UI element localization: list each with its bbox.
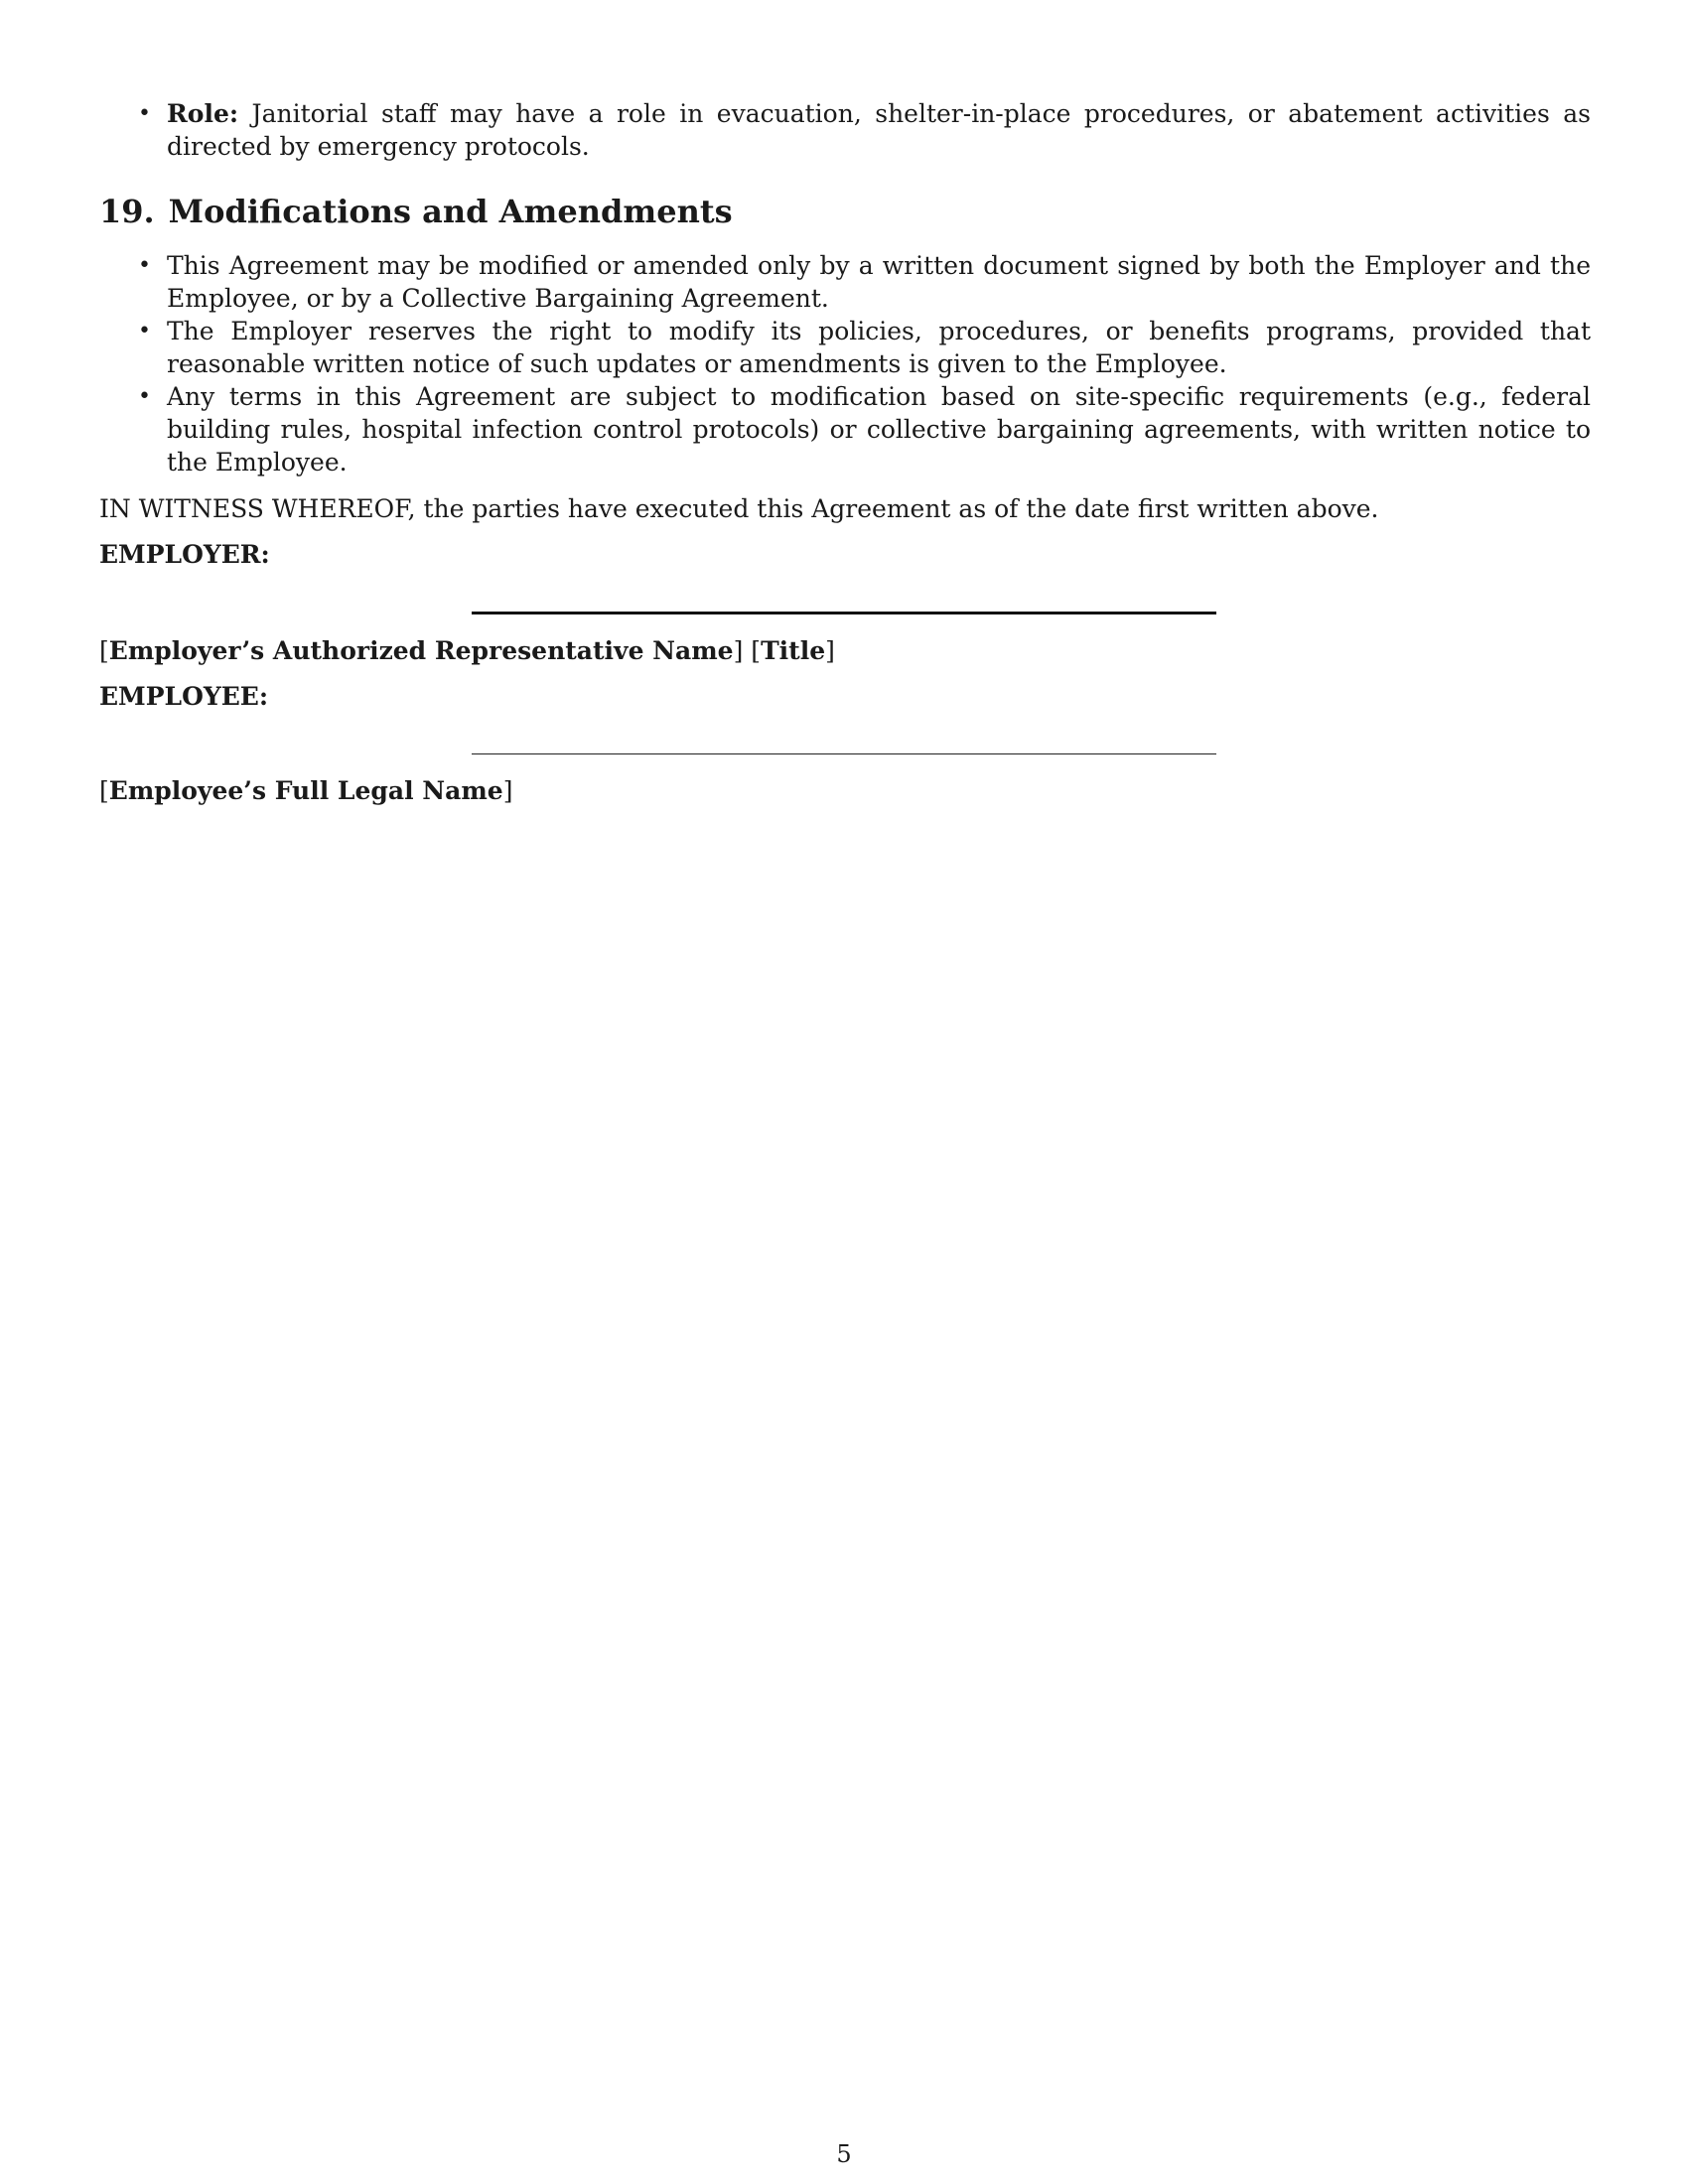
- witness-statement: IN WITNESS WHEREOF, the parties have executed this Agreement as of the date first written above.: [99, 494, 1379, 523]
- employee-full-name: [Employee’s Full Legal Name]: [99, 776, 513, 805]
- employer-label: EMPLOYER:: [99, 540, 270, 569]
- list-item-text: Any terms in this Agreement are subject to modification based on site-specific requirements (e.g., federal building rules, hospital infection control protocols) or collective bargaining agreements, with written notice to the Employee.: [167, 382, 1591, 477]
- list-item: [99, 315, 1591, 380]
- list-item-text: This Agreement may be modified or amended only by a written document signed by both the Employer and the Employee, or by a Collective Bargaining Agreement.: [167, 251, 1591, 313]
- employer-representative-name: [Employer’s Authorized Representative Name] [Title]: [99, 636, 835, 665]
- section-heading: [99, 192, 1591, 231]
- employer-name-placeholder: Employer’s Authorized Representative Name: [108, 636, 734, 665]
- bullet-marker: •: [138, 384, 151, 409]
- role-label: Role:: [167, 99, 239, 128]
- section-number: 19.: [99, 193, 155, 230]
- document-page: [99, 97, 1591, 807]
- role-text: Janitorial staff may have a role in evacuation, shelter-in-place procedures, or abatement activities as directed by emergency protocols.: [167, 99, 1591, 161]
- list-item: [99, 380, 1591, 478]
- page-number: 5: [836, 2140, 852, 2168]
- employee-name-placeholder: Employee’s Full Legal Name: [108, 776, 503, 805]
- employer-signature-line[interactable]: [472, 612, 1216, 614]
- bullet-marker: •: [138, 319, 151, 343]
- list-item-text: The Employer reserves the right to modify its policies, procedures, or benefits programs, provided that reasonable written notice of such updates or amendments is given to the Employee.: [167, 317, 1591, 378]
- section-title: Modifications and Amendments: [168, 193, 733, 230]
- employee-label: EMPLOYEE:: [99, 682, 269, 711]
- bullet-marker: •: [138, 253, 151, 278]
- employee-signature-line[interactable]: [472, 753, 1216, 754]
- section-bullet-list: [99, 249, 1591, 478]
- employer-title-placeholder: Title: [761, 636, 826, 665]
- list-item: [99, 97, 1591, 163]
- carryover-bullet-list: [99, 97, 1591, 163]
- bullet-marker: •: [138, 101, 151, 126]
- list-item: [99, 249, 1591, 315]
